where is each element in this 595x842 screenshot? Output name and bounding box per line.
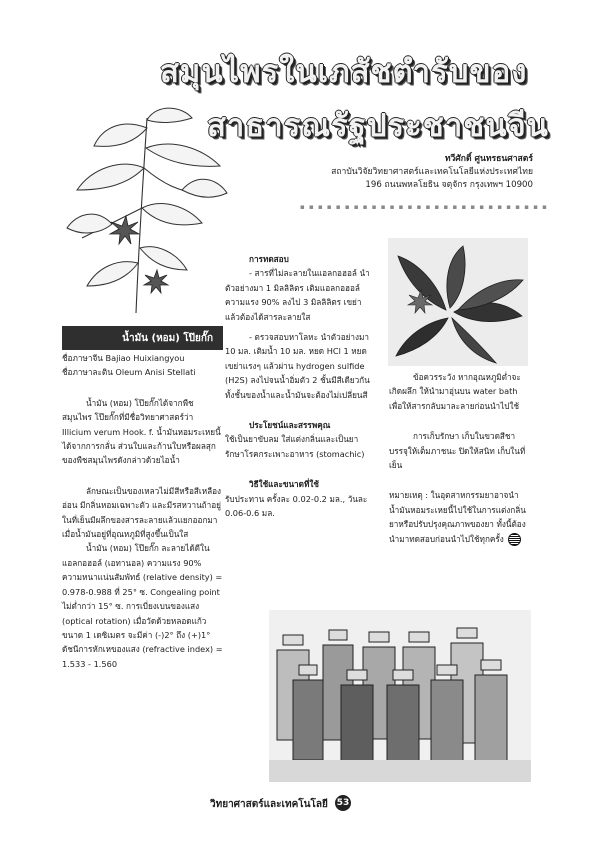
- author-address: 196 ถนนพหลโยธิน จตุจักร กรุงเทพฯ 10900: [365, 180, 533, 190]
- title-line-2: สาธารณรัฐประชาชนจีน: [207, 108, 549, 144]
- dosage-heading: วิธีใช้และขนาดที่ใช้: [249, 479, 319, 490]
- middle-column: [225, 252, 373, 521]
- left-column: [62, 351, 223, 671]
- herb-name-caption: น้ำมัน (หอม) โป๊ยกั๊ก: [62, 326, 223, 350]
- uses-text: ใช้เป็นยาขับลม ใส่แต่งกลิ่นและเป็นยารักษาโรคกระเพาะอาหาร (stomachic): [225, 434, 365, 459]
- latin-name: ชื่อภาษาละติน Oleum Anisi Stellati: [62, 367, 196, 378]
- title-line-1: สมุนไพรในเภสัชตำรับของ: [160, 54, 528, 90]
- right-column: [389, 370, 529, 546]
- star-anise-photo: [388, 238, 528, 366]
- test-item-2: - ตรวจสอบหาโลหะ นำตัวอย่างมา 10 มล. เติมน้ำ 10 มล. หยด HCl 1 หยด เขย่าแรงๆ แล้วผ่าน hydrogen sulfide (H2S) ลงไปจนน้ำอิ่มตัว 2 ชั้นมีสีเดียวกันทั้งชั้นของน้ำและน้ำมันจะต้องไม่เปลี่ยนสี: [225, 332, 370, 400]
- uses-heading: ประโยชน์และสรรพคุณ: [249, 420, 331, 431]
- author-name: ทวีศักดิ์ ศูนทรธนศาสตร์: [444, 154, 533, 164]
- chinese-name: ชื่อภาษาจีน Bajiao Huixiangyou: [62, 353, 185, 363]
- left-para-1: น้ำมัน (หอม) โป๊ยกั๊กได้จากพืชสมุนไพร โป๊ยกั๊กที่มีชื่อวิทยาศาสตร์ว่า Illicium verum Hook. f. น้ำมันหอมระเหยนี้ได้จากการกลั่น ส่วนใบและก้านใบหรือผลสุกของพืชสมุนไพรดังกล่าวด้วยไอน้ำ: [62, 397, 221, 466]
- precaution-text: ข้อควรระวัง หากอุณหภูมิต่ำจะเกิดผลึก ให้นำมาอุ่นบน water bath เพื่อให้สารกลับมาละลายก่อนนำไปใช้: [389, 372, 521, 411]
- dosage-text: รับประทาน ครั้งละ 0.02-0.2 มล., วันละ 0.06-0.6 มล.: [225, 493, 368, 519]
- author-affiliation: สถาบันวิจัยวิทยาศาสตร์และเทคโนโลยีแห่งประเทศไทย: [331, 167, 533, 177]
- test-heading: การทดสอบ: [249, 254, 289, 264]
- end-mark-icon: [508, 533, 521, 546]
- decorative-divider: ▪ ▪ ▪ ▪ ▪ ▪ ▪ ▪ ▪ ▪ ▪ ▪ ▪ ▪ ▪ ▪ ▪ ▪ ▪ ▪ ▪ ▪ ▪ ▪ ▪ ▪ ▪ ▪: [300, 203, 548, 211]
- left-para-3: น้ำมัน (หอม) โป๊ยกั๊ก ละลายได้ดีในแอลกอฮอล์ (เอทานอล) ความแรง 90% ความหนาแน่นสัมพัทธ์ (relative density) = 0.978-0.988 ที่ 25° ซ. Congealing point ไม่ต่ำกว่า 15° ซ. การเบี่ยงเบนของแสง (optical rotation) เมื่อวัดด้วยหลอดแก้วขนาด 1 เดซิเมตร จะมีค่า (-)2° ถึง (+)1° ดัชนีการหักเหของแสง (refractive index) = 1.533 - 1.560: [62, 543, 223, 669]
- storage-text: การเก็บรักษา เก็บในขวดสีชา บรรจุให้เต็มภาชนะ ปิดให้สนิท เก็บในที่เย็น: [389, 431, 526, 471]
- oil-bottles-photo: [269, 610, 531, 782]
- page-number: 53: [335, 795, 351, 811]
- note-text: หมายเหตุ : ในอุตสาหกรรมยาอาจนำน้ำมันหอมระเหยนี้ไปใช้ในการแต่งกลิ่นยาหรือปรับปรุงคุณภาพของยา ทั้งนี้ต้องนำมาทดสอบก่อนนำไปใช้ทุกครั้ง: [389, 490, 526, 544]
- left-para-2: ลักษณะเป็นของเหลวไม่มีสีหรือสีเหลืองอ่อน มีกลิ่นหอมเฉพาะตัว และมีรสหวานถ้าอยู่ในที่เย็นมีผลึกของสารละลายแล้วแยกออกมาเมื่อน้ำมันอยู่ที่อุณหภูมิที่สูงขึ้นเป็นใส: [62, 485, 222, 540]
- journal-name: วิทยาศาสตร์และเทคโนโลยี: [210, 799, 328, 810]
- star-anise-illustration: [62, 98, 232, 323]
- author-block: [233, 153, 533, 192]
- test-item-1: - สารที่ไม่ละลายในแอลกอฮอล์ นำตัวอย่างมา 1 มิลลิลิตร เติมแอลกอฮอล์ ความแรง 90% ลงไป 3 มิลลิลิตร เขย่าแล้วต้องได้สารละลายใส: [225, 268, 370, 322]
